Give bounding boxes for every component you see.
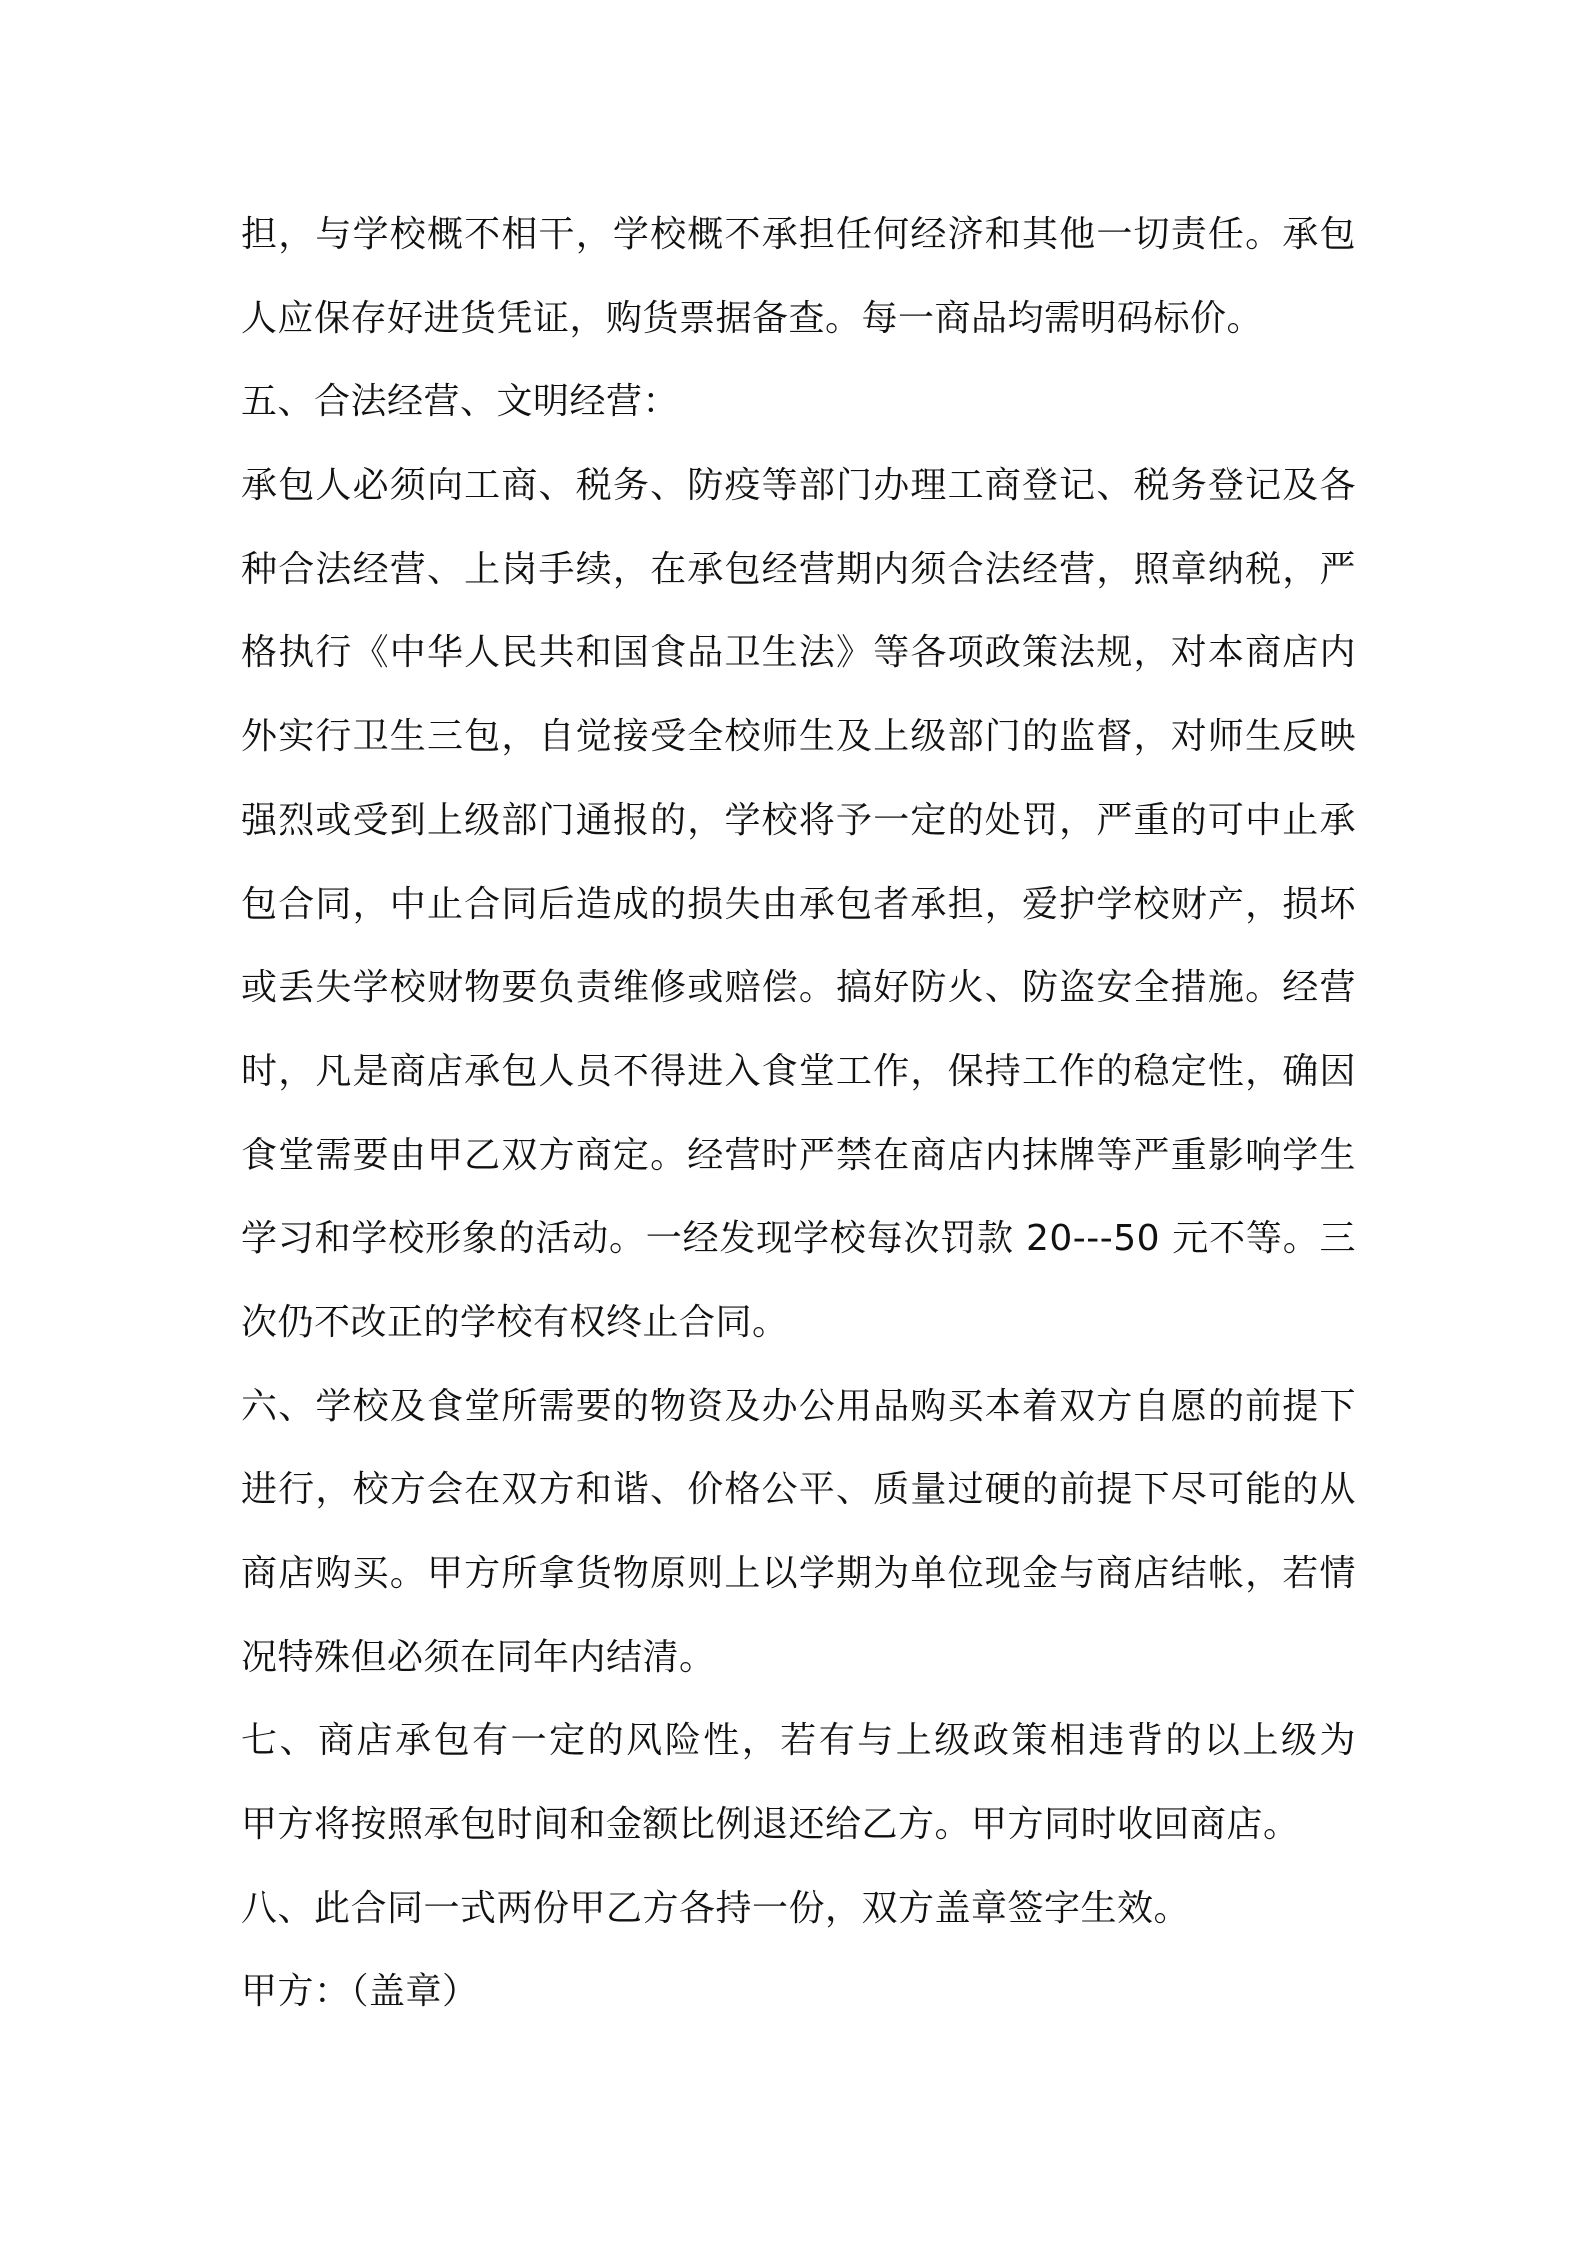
text-line: 次仍不改正的学校有权终止合同。 (241, 1301, 789, 1343)
text-line: 或丢失学校财物要负责维修或赔偿。搞好防火、防盗安全措施。经营 (241, 967, 1356, 1009)
text-line: 承包人必须向工商、税务、防疫等部门办理工商登记、税务登记及各 (241, 465, 1356, 507)
text-line: 商店购买。甲方所拿货物原则上以学期为单位现金与商店结帐，若情 (241, 1553, 1356, 1594)
text-line: 担，与学校概不相干，学校概不承担任何经济和其他一切责任。承包 (241, 214, 1356, 255)
text-line: 人应保存好进货凭证，购货票据备查。每一商品均需明码标价。 (241, 297, 1264, 339)
text-line: 况特殊但必须在同年内结清。 (241, 1636, 716, 1678)
text-line: 甲方将按照承包时间和金额比例退还给乙方。甲方同时收回商店。 (241, 1804, 1300, 1846)
text-line: 进行，校方会在双方和谐、价格公平、质量过硬的前提下尽可能的从 (241, 1469, 1356, 1511)
text-line: 外实行卫生三包，自觉接受全校师生及上级部门的监督，对师生反映 (241, 716, 1356, 758)
text-line: 强烈或受到上级部门通报的，学校将予一定的处罚，严重的可中止承 (241, 799, 1356, 841)
text-line: 种合法经营、上岗手续，在承包经营期内须合法经营，照章纳税，严 (241, 548, 1356, 590)
text-line: 格执行《中华人民共和国食品卫生法》等各项政策法规，对本商店内 (241, 632, 1356, 674)
contract-body (241, 193, 1356, 2034)
text-line: 食堂需要由甲乙双方商定。经营时严禁在商店内抹牌等严重影响学生 (241, 1134, 1356, 1176)
text-line: 学习和学校形象的活动。一经发现学校每次罚款 20---50 元不等。三 (241, 1218, 1356, 1260)
section-heading: 六、学校及食堂所需要的物资及办公用品购买本着双方自愿的前提下 (241, 1385, 1356, 1427)
text-line: 包合同，中止合同后造成的损失由承包者承担，爱护学校财产，损坏 (241, 883, 1356, 925)
section-heading: 五、合法经营、文明经营： (241, 381, 680, 423)
signature-label: 甲方：（盖章） (241, 1971, 479, 2013)
section-heading: 八、此合同一式两份甲乙方各持一份，双方盖章签字生效。 (241, 1887, 1191, 1929)
text-line: 时，凡是商店承包人员不得进入食堂工作，保持工作的稳定性，确因 (241, 1050, 1356, 1092)
section-heading: 七、商店承包有一定的风险性，若有与上级政策相违背的以上级为 (241, 1720, 1356, 1762)
